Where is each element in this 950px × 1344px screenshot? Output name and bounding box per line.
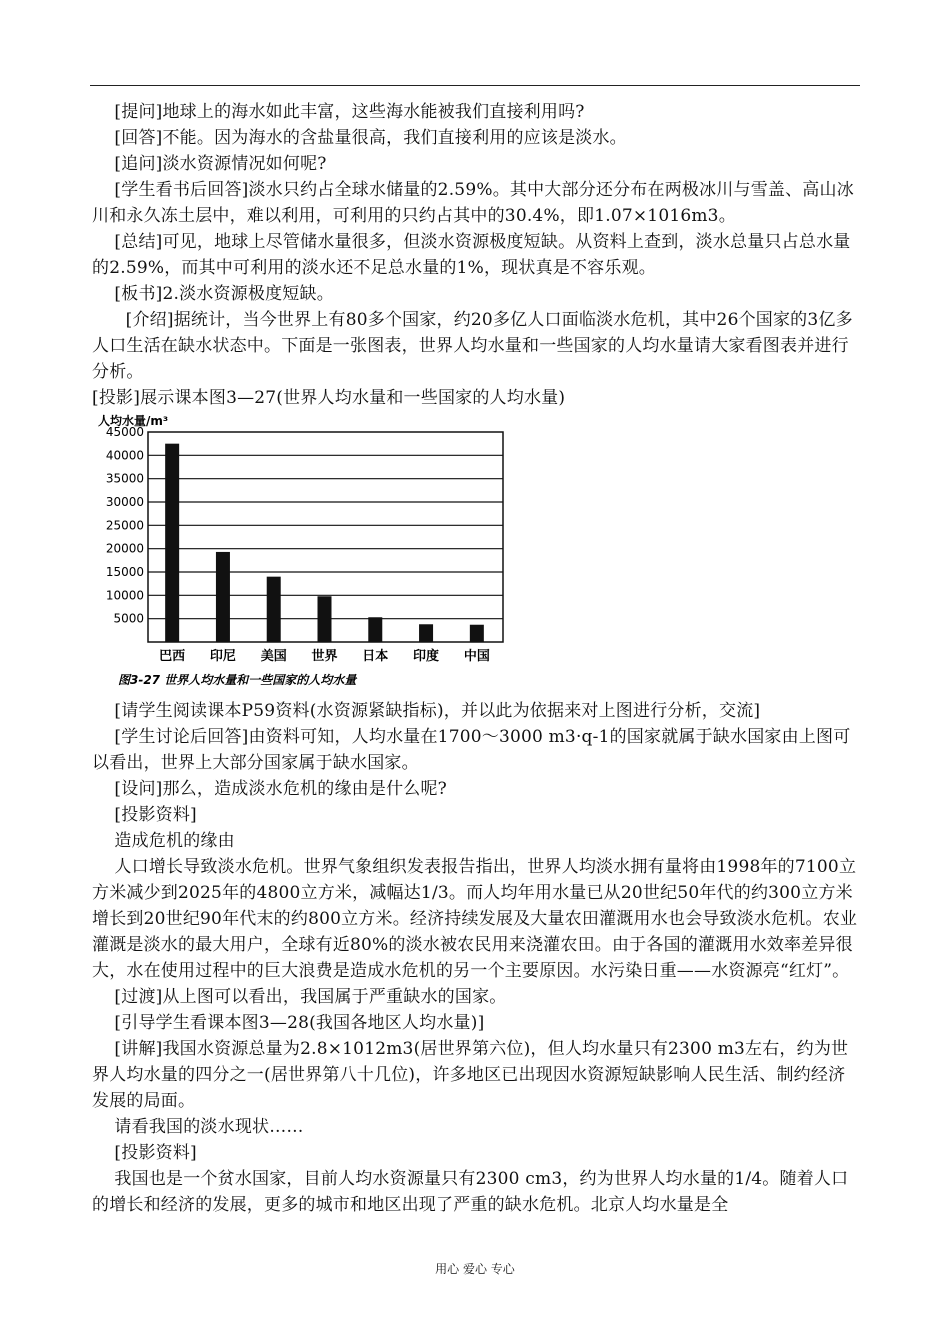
paragraph: [投影资料] (92, 1143, 197, 1163)
bar (267, 577, 281, 642)
y-tick-label: 35000 (105, 471, 144, 486)
category-label: 美国 (260, 649, 287, 664)
category-label: 印尼 (209, 649, 236, 664)
paragraph: [过渡]从上图可以看出，我国属于严重缺水的国家。 (92, 987, 507, 1007)
body-text-bottom (92, 698, 862, 1218)
bar-chart (88, 410, 518, 695)
paragraph: 我国也是一个贫水国家，目前人均水资源量只有2300 cm3，约为世界人均水量的1/4。随着人口的增长和经济的发展，更多的城市和地区出现了严重的缺水危机。北京人均水量是全 (92, 1169, 849, 1215)
paragraph: [追问]淡水资源情况如何呢? (92, 154, 327, 174)
chart-caption: 图3-27 世界人均水量和一些国家的人均水量 (118, 673, 357, 687)
y-tick-label: 40000 (105, 448, 144, 463)
paragraph: [设问]那么，造成淡水危机的缘由是什么呢? (92, 779, 447, 799)
y-tick-label: 45000 (105, 425, 144, 439)
category-label: 日本 (362, 649, 389, 664)
paragraph: 人口增长导致淡水危机。世界气象组织发表报告指出，世界人均淡水拥有量将由1998年的7100立方米减少到2025年的4800立方米，减幅达1/3。而人均年用水量已从20世纪50年代的约300立方米增长到20世纪90年代末的约800立方米。经济持续发展及大量农田灌溉用水也会导致淡水危机。农业灌溉是淡水的最大用户，全球有近80%的淡水被农民用来浇灌农田。由于各国的灌溉用水效率差异很大，水在使用过程中的巨大浪费是造成水危机的另一个主要原因。水污染日重——水资源亮“红灯”。 (92, 857, 858, 981)
paragraph: [介绍]据统计，当今世界上有80多个国家，约20多亿人口面临淡水危机，其中26个国家的3亿多人口生活在缺水状态中。下面是一张图表，世界人均水量和一些国家的人均水量请大家看图表并进行分析。 (92, 310, 853, 382)
header-rule (90, 85, 860, 86)
paragraph: [学生看书后回答]淡水只约占全球水储量的2.59%。其中大部分还分布在两极冰川与雪盖、高山冰川和永久冻土层中，难以利用，可利用的只约占其中的30.4%，即1.07×1016m3。 (92, 180, 854, 226)
category-label: 世界 (311, 649, 338, 664)
y-tick-label: 25000 (105, 518, 144, 533)
bar (368, 617, 382, 642)
y-tick-label: 20000 (105, 541, 144, 556)
category-label: 巴西 (159, 649, 186, 664)
paragraph: [学生讨论后回答]由资料可知，人均水量在1700～3000 m3·q-1的国家就属于缺水国家由上图可以看出，世界上大部分国家属于缺水国家。 (92, 727, 851, 773)
category-label: 中国 (463, 649, 490, 664)
y-tick-label: 30000 (105, 495, 144, 509)
category-label: 印度 (413, 649, 440, 664)
paragraph: [投影]展示课本图3—27(世界人均水量和一些国家的人均水量) (92, 388, 566, 408)
chart-title: 人均水量/m³ (98, 414, 169, 428)
y-tick-label: 10000 (105, 588, 144, 603)
paragraph: [请学生阅读课本P59资料(水资源紧缺指标)，并以此为依据来对上图进行分析，交流] (92, 701, 761, 721)
paragraph: [讲解]我国水资源总量为2.8×1012m3(居世界第六位)，但人均水量只有2300 m3左右，约为世界人均水量的四分之一(居世界第八十几位)，许多地区已出现因水资源短缺影响人民生活、制约经济发展的局面。 (92, 1039, 849, 1111)
paragraph: 请看我国的淡水现状…… (92, 1117, 304, 1137)
bar (318, 596, 332, 642)
paragraph: [板书]2.淡水资源极度短缺。 (92, 284, 334, 304)
y-tick-label: 15000 (105, 565, 144, 579)
paragraph: [引导学生看课本图3—28(我国各地区人均水量)] (92, 1013, 485, 1033)
page-footer: 用心 爱心 专心 (435, 1262, 515, 1276)
bar (419, 624, 433, 642)
y-tick-label: 5000 (113, 611, 144, 626)
paragraph: [投影资料] (92, 805, 197, 825)
paragraph: 造成危机的缘由 (92, 831, 235, 851)
paragraph: [回答]不能。因为海水的含盐量很高，我们直接利用的应该是淡水。 (92, 128, 627, 148)
bar (165, 444, 179, 642)
paragraph: [总结]可见，地球上尽管储水量很多，但淡水资源极度短缺。从资料上查到，淡水总量只占总水量的2.59%，而其中可利用的淡水还不足总水量的1%，现状真是不容乐观。 (92, 232, 851, 278)
body-text-top (92, 99, 862, 411)
bar (216, 552, 230, 642)
bar (470, 625, 484, 642)
paragraph: [提问]地球上的海水如此丰富，这些海水能被我们直接利用吗? (92, 102, 585, 122)
